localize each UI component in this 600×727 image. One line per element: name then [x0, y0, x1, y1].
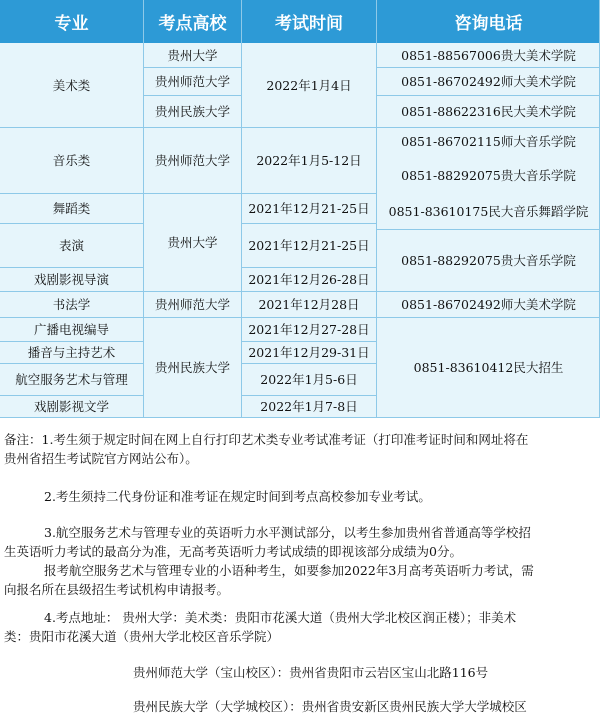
grid-hline [144, 67, 241, 68]
time-hangkong: 2022年1月5-6日 [260, 372, 358, 387]
note-1-line-1: 备注：1.考生须于规定时间在网上自行打印艺术类专业考试准考证（打印准考证时间和网址将在 [4, 432, 529, 447]
time-meishu: 2022年1月4日 [266, 78, 352, 93]
grid-hline [242, 363, 376, 364]
note-4-line-2: 类：贵阳市花溪大道（贵州大学北校区音乐学院） [4, 629, 280, 644]
phone-yinyue-1: 0851-86702115师大音乐学院 [401, 134, 576, 149]
grid-hline [0, 267, 143, 268]
phone-yinyue-2: 0851-88292075贵大音乐学院 [401, 168, 576, 183]
grid-vline [241, 0, 242, 417]
note-4-address-gzmd: 贵州民族大学（大学城校区）：贵州省贵安新区贵州民族大学大学城校区 [133, 699, 527, 714]
grid-hline [377, 67, 600, 68]
major-shufa: 书法学 [52, 297, 91, 312]
phone-wudao: 0851-83610175民大音乐舞蹈学院 [388, 204, 589, 219]
school-gzdx-group: 贵州大学 [167, 235, 218, 250]
school-meishu-3: 贵州民族大学 [154, 104, 230, 119]
grid-hline [377, 229, 600, 230]
grid-hline [0, 291, 600, 292]
header-major: 专业 [0, 0, 143, 43]
grid-hline [144, 95, 241, 96]
phone-biaoyan: 0851-88292075贵大音乐学院 [401, 253, 576, 268]
notes-section [0, 417, 600, 727]
grid-hline [0, 223, 143, 224]
note-3-line-2: 生英语听力考试的最高分为准，无高考英语听力考试成绩的即视该部分成绩为0分。 [4, 544, 462, 559]
grid-hline [242, 223, 376, 224]
school-shufa: 贵州师范大学 [154, 297, 230, 312]
note-1-line-2: 贵州省招生考试院官方网站公布）。 [4, 451, 198, 466]
grid-hline [242, 341, 376, 342]
grid-hline [0, 317, 600, 318]
note-3-line-1: 3.航空服务艺术与管理专业的英语听力水平测试部分，以考生参加贵州省普通高等学校招 [44, 525, 531, 540]
school-meishu-1: 贵州大学 [167, 48, 218, 63]
school-meishu-2: 贵州师范大学 [154, 74, 230, 89]
phone-meishu-2: 0851-86702492师大美术学院 [401, 74, 576, 89]
grid-hline [0, 341, 143, 342]
major-hangkong: 航空服务艺术与管理 [15, 372, 128, 387]
grid-hline [377, 95, 600, 96]
note-4-line-1: 4.考点地址： 贵州大学：美术类：贵阳市花溪大道（贵州大学北校区润正楼）；非美术 [44, 610, 517, 625]
grid-vline [376, 0, 377, 417]
time-xijuwenxue: 2022年1月7-8日 [260, 399, 358, 414]
major-yinyue: 音乐类 [52, 153, 91, 168]
header-time: 考试时间 [242, 0, 376, 43]
note-4-address-gzsd: 贵州师范大学（宝山校区）：贵州省贵阳市云岩区宝山北路116号 [133, 665, 489, 680]
grid-vline [143, 0, 144, 417]
time-boyin: 2021年12月29-31日 [248, 345, 370, 360]
school-yinyue: 贵州师范大学 [154, 153, 230, 168]
time-biaoyan: 2021年12月21-25日 [248, 238, 370, 253]
grid-hline [144, 193, 241, 194]
phone-meishu-1: 0851-88567006贵大美术学院 [401, 48, 576, 63]
note-3-line-3: 报考航空服务艺术与管理专业的小语种考生，如要参加2022年3月高考英语听力考试，需 [44, 563, 534, 578]
note-2: 2.考生须持二代身份证和准考证在规定时间到考点高校参加专业考试。 [44, 489, 431, 504]
header-school: 考点高校 [144, 0, 241, 43]
school-minda-group: 贵州民族大学 [154, 360, 230, 375]
grid-hline [242, 267, 376, 268]
major-boyin: 播音与主持艺术 [27, 345, 116, 360]
major-wudao: 舞蹈类 [52, 201, 91, 216]
time-yinyue: 2022年1月5-12日 [256, 153, 362, 168]
time-guangbo: 2021年12月27-28日 [248, 322, 370, 337]
major-meishu: 美术类 [52, 78, 91, 93]
phone-minda-group: 0851-83610412民大招生 [413, 360, 564, 375]
major-xiju: 戏剧影视导演 [33, 272, 109, 287]
grid-hline [0, 193, 143, 194]
major-biaoyan: 表演 [58, 238, 84, 253]
grid-hline [0, 363, 143, 364]
time-wudao: 2021年12月21-25日 [248, 201, 370, 216]
grid-hline [0, 395, 143, 396]
major-xijuwenxue: 戏剧影视文学 [33, 399, 109, 414]
major-guangbo: 广播电视编导 [33, 322, 109, 337]
note-3-line-4: 向报名所在县级招生考试机构申请报考。 [4, 582, 230, 597]
time-shufa: 2021年12月28日 [258, 297, 360, 312]
phone-meishu-3: 0851-88622316民大美术学院 [401, 104, 576, 119]
phone-shufa: 0851-86702492师大美术学院 [401, 297, 576, 312]
grid-hline [0, 127, 600, 128]
grid-hline [242, 395, 376, 396]
header-phone: 咨询电话 [377, 0, 600, 43]
grid-hline [242, 193, 376, 194]
time-xiju: 2021年12月26-28日 [248, 272, 370, 287]
